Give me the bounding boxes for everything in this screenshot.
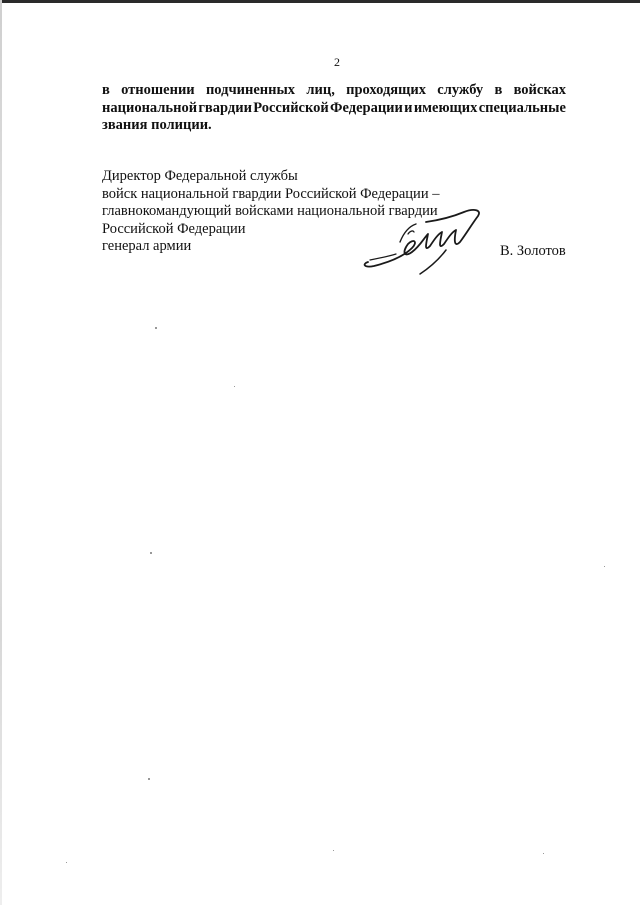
signatory-title-line: Директор Федеральной службы: [102, 168, 298, 184]
paragraph-line-1: [102, 82, 566, 100]
signatory-title-line: главнокомандующий войсками национальной гвардии: [102, 203, 438, 220]
word: национальной: [102, 99, 198, 116]
scan-speck: [148, 778, 150, 780]
signer-name: В. Золотов: [500, 243, 566, 259]
body-paragraph: [102, 82, 566, 135]
signatory-title-line: войск национальной гвардии Российской Федерации –: [102, 185, 440, 202]
word: войсках: [513, 82, 566, 98]
word: и: [404, 99, 413, 116]
word: службу: [437, 82, 484, 98]
signatory-title-line: Российской Федерации: [102, 220, 246, 237]
scan-speck: [333, 850, 334, 851]
scan-speck: [234, 386, 235, 387]
scan-left-edge: [0, 0, 2, 905]
scan-speck: [543, 853, 544, 854]
word: Федерации: [330, 99, 403, 116]
word: подчиненных: [205, 82, 296, 98]
scan-speck: [604, 566, 605, 567]
word: проходящих: [346, 82, 426, 98]
scan-speck: [150, 552, 152, 554]
scan-speck: [155, 327, 157, 329]
scan-top-border: [0, 0, 640, 3]
word: специальные: [478, 99, 566, 116]
signatory-rank: генерал армии: [102, 238, 192, 255]
paragraph-line-2: [102, 100, 566, 118]
handwritten-signature: [360, 198, 490, 276]
word: гвардии: [198, 99, 252, 116]
scan-speck: [66, 862, 67, 863]
paragraph-line-3: звания полиции.: [102, 117, 212, 133]
word: в: [494, 82, 503, 98]
word: в: [102, 82, 110, 98]
word: лиц,: [306, 82, 335, 98]
word: имеющих: [413, 99, 478, 116]
word: отношении: [121, 82, 195, 98]
page-number: 2: [334, 55, 340, 69]
word: Российской: [253, 99, 329, 116]
